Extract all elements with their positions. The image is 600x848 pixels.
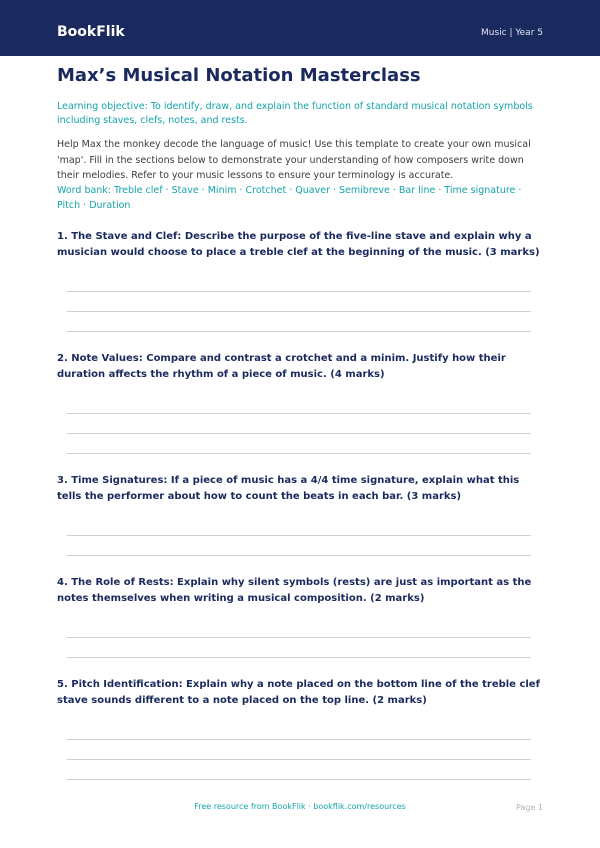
answer-line[interactable] [67,657,531,658]
question-2: 2. Note Values: Compare and contrast a crotchet and a minim. Justify how their duration affects the rhythm of a piece of music. (4 marks) [57,353,506,380]
answer-line[interactable] [67,331,531,332]
answer-line[interactable] [67,291,531,292]
page-title: Max’s Musical Notation Masterclass [57,65,421,86]
header-bar [0,0,600,56]
answer-line[interactable] [67,413,531,414]
question-1: 1. The Stave and Clef: Describe the purpose of the five-line stave and explain why a musician would choose to place a treble clef at the beginning of the music. (3 marks) [57,231,540,258]
footer-credit[interactable]: Free resource from BookFlik · bookflik.com/resources [194,802,406,811]
page-number: Page 1 [516,803,543,812]
question-4: 4. The Role of Rests: Explain why silent symbols (rests) are just as important as the notes themselves when writing a musical composition. (2 marks) [57,577,532,604]
answer-line[interactable] [67,779,531,780]
word-bank: Word bank: Treble clef · Stave · Minim · Crotchet · Quaver · Semibreve · Bar line · Time signature · Pitch · Duration [57,185,522,211]
answer-line[interactable] [67,433,531,434]
answer-line[interactable] [67,759,531,760]
answer-line[interactable] [67,535,531,536]
brand-logo-text[interactable]: BookFlik [57,24,125,40]
answer-line[interactable] [67,739,531,740]
answer-line[interactable] [67,311,531,312]
answer-line[interactable] [67,453,531,454]
question-5: 5. Pitch Identification: Explain why a note placed on the bottom line of the treble clef stave sounds different to a note placed on the top line. (2 marks) [57,679,540,706]
answer-line[interactable] [67,555,531,556]
subject-year-label: Music | Year 5 [480,28,543,38]
question-3: 3. Time Signatures: If a piece of music has a 4/4 time signature, explain what this tells the performer about how to count the beats in each bar. (3 marks) [57,475,520,502]
intro-paragraph: Help Max the monkey decode the language of music! Use this template to create your own musical 'map'. Fill in the sections below to demonstrate your understanding of how composers write down their melodies. Refer to your music lessons to ensure your terminology is accurate. [57,139,531,181]
learning-objective: Learning objective: To identify, draw, and explain the function of standard musical notation symbols including staves, clefs, notes, and rests. [57,101,533,126]
answer-line[interactable] [67,637,531,638]
